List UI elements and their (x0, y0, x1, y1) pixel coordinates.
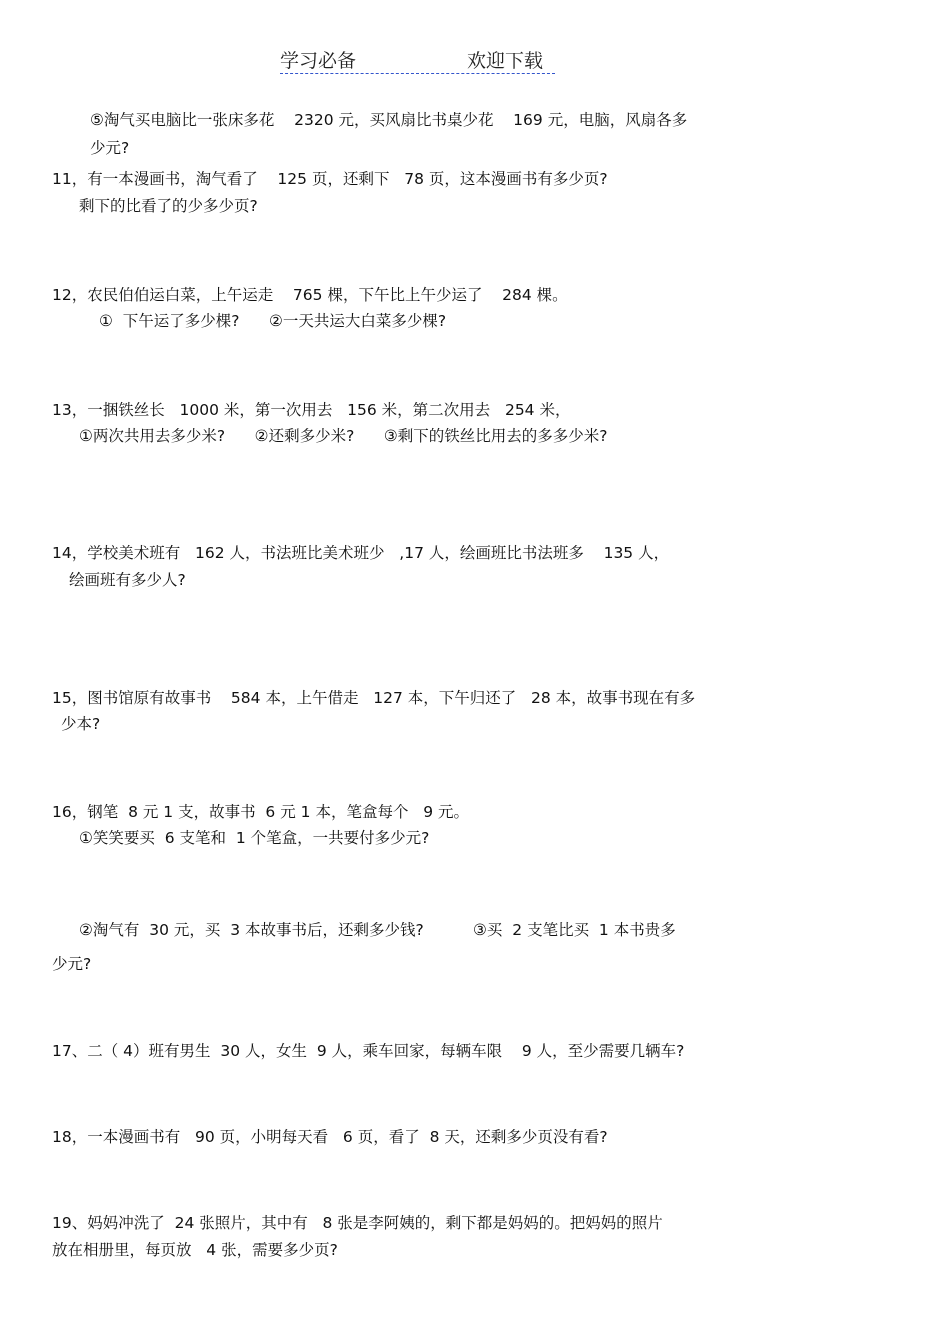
problem-16-line-2: ①笑笑要买 6 支笔和 1 个笔盒，一共要付多少元? (79, 829, 430, 847)
problem-16-line-4: 少元? (52, 955, 92, 973)
problem-14-line-1: 14，学校美术班有 162 人，书法班比美术班少 ,17 人，绘画班比书法班多 135 人， (52, 544, 670, 562)
problem-16-line-3: ②淘气有 30 元，买 3 本故事书后，还剩多少钱? ③买 2 支笔比买 1 本书贵多 (79, 921, 676, 939)
problem-12-line-1: 12，农民伯伯运白菜，上午运走 765 棵，下午比上午少运了 284 棵。 (52, 286, 568, 304)
problem-15-line-2: 少本? (61, 715, 101, 733)
problem-19-line-1: 19、妈妈冲洗了 24 张照片，其中有 8 张是李阿姨的，剩下都是妈妈的。把妈妈的照片 (52, 1214, 663, 1232)
problem-11-line-1: 11，有一本漫画书，淘气看了 125 页，还剩下 78 页，这本漫画书有多少页? (52, 170, 608, 188)
problem-15-line-1: 15，图书馆原有故事书 584 本，上午借走 127 本，下午归还了 28 本，故事书现在有多 (52, 689, 696, 707)
header-right-text: 欢迎下载 (467, 50, 544, 72)
problem-13-line-2: ①两次共用去多少米? ②还剩多少米? ③剩下的铁丝比用去的多多少米? (79, 427, 608, 445)
header-left-text: 学习必备 (280, 50, 357, 72)
header-dashed-rule (280, 73, 555, 74)
problem-19-line-2: 放在相册里，每页放 4 张，需要多少页? (52, 1241, 338, 1259)
problem-18-line-1: 18，一本漫画书有 90 页，小明每天看 6 页，看了 8 天，还剩多少页没有看? (52, 1128, 608, 1146)
problem-13-line-1: 13，一捆铁丝长 1000 米，第一次用去 156 米，第二次用去 254 米， (52, 401, 571, 419)
problem-12-line-2: ① 下午运了多少棵? ②一天共运大白菜多少棵? (99, 312, 447, 330)
problem-14-line-2: 绘画班有多少人? (69, 571, 186, 589)
page-header (280, 46, 555, 74)
problem-10-line-1: ⑤淘气买电脑比一张床多花 2320 元，买风扇比书桌少花 169 元，电脑，风扇各多 (90, 111, 688, 129)
problem-10-line-2: 少元? (90, 139, 130, 157)
problem-16-line-1: 16，钢笔 8 元 1 支，故事书 6 元 1 本，笔盒每个 9 元。 (52, 803, 470, 821)
problem-11-line-2: 剩下的比看了的少多少页? (79, 197, 258, 215)
problem-17-line-1: 17、二（ 4）班有男生 30 人，女生 9 人，乘车回家，每辆车限 9 人，至少需要几辆车? (52, 1042, 685, 1060)
